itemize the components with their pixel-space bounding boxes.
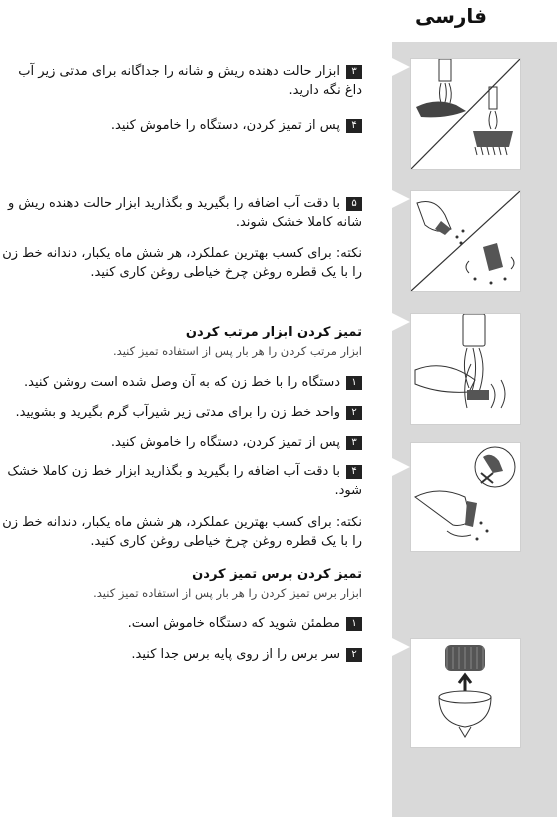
rinse-trimmer-drawing — [411, 314, 520, 424]
section-heading: تمیز کردن ابزار مرتب کردن — [185, 325, 362, 340]
step-item — [0, 62, 362, 100]
step-item — [0, 403, 362, 422]
step-number-badge: ۳ — [346, 436, 362, 450]
step-text: واحد خط زن را برای مدتی زیر شیرآب گرم بگیرید و بشویید. — [15, 405, 340, 420]
step-number-badge: ۵ — [346, 197, 362, 211]
step-item — [0, 433, 362, 452]
oil-tip-note: نکته: برای کسب بهترین عملکرد، هر شش ماه یکبار، دندانه خط زن را با یک قطره روغن چرخ خیاطی روغن کاری کنید. — [2, 246, 362, 280]
section-subtitle: ابزار مرتب کردن را هر بار پس از استفاده تمیز کنید. — [113, 344, 362, 358]
step-item — [0, 614, 362, 633]
step-number-badge: ۴ — [346, 465, 362, 479]
step-number-badge: ۲ — [346, 406, 362, 420]
section-subtitle: ابزار برس تمیز کردن را هر بار پس از استفاده تمیز کنید. — [93, 586, 362, 600]
panel-pointer — [392, 458, 410, 476]
illustration-rinse-trimmer — [410, 313, 521, 425]
brush-removal-drawing — [411, 639, 520, 747]
shake-dry-drawing — [411, 191, 520, 291]
step-number-badge: ۱ — [346, 376, 362, 390]
step-number-badge: ۱ — [346, 617, 362, 631]
step-item — [0, 645, 362, 664]
step-text: پس از تمیز کردن، دستگاه را خاموش کنید. — [110, 118, 340, 133]
step-text: سر برس را از روی پایه برس جدا کنید. — [131, 647, 340, 662]
oil-tip-note: نکته: برای کسب بهترین عملکرد، هر شش ماه یکبار، دندانه خط زن را با یک قطره روغن چرخ خیاطی روغن کاری کنید. — [2, 515, 362, 549]
step-text: دستگاه را با خط زن که به آن وصل شده است روشن کنید. — [23, 375, 340, 390]
step-text: با دقت آب اضافه را بگیرید و بگذارید ابزار خط زن کاملا خشک شود. — [7, 464, 362, 498]
step-item — [0, 194, 362, 232]
language-title: فارسی — [414, 4, 487, 28]
illustration-rinse-comb — [410, 58, 521, 170]
trimmer-dry-drawing — [411, 443, 520, 551]
step-text: ابزار حالت دهنده ریش و شانه را جداگانه برای مدتی زیر آب داغ نگه دارید. — [18, 64, 362, 98]
step-number-badge: ۲ — [346, 648, 362, 662]
panel-pointer — [392, 638, 410, 656]
rinse-comb-drawing — [411, 59, 520, 169]
panel-pointer — [392, 190, 410, 208]
panel-pointer — [392, 313, 410, 331]
step-number-badge: ۴ — [346, 119, 362, 133]
step-item — [0, 373, 362, 392]
step-number-badge: ۳ — [346, 65, 362, 79]
step-text: مطمئن شوید که دستگاه خاموش است. — [127, 616, 340, 631]
step-item — [0, 462, 362, 500]
section-heading: تمیز کردن برس تمیز کردن — [192, 567, 362, 582]
illustration-trimmer-dry — [410, 442, 521, 552]
step-text: با دقت آب اضافه را بگیرید و بگذارید ابزار حالت دهنده ریش و شانه کاملا خشک شوند. — [7, 196, 362, 230]
illustration-brush-removal — [410, 638, 521, 748]
panel-pointer — [392, 58, 410, 76]
step-item — [0, 116, 362, 135]
illustration-shake-dry — [410, 190, 521, 292]
step-text: پس از تمیز کردن، دستگاه را خاموش کنید. — [110, 435, 340, 450]
